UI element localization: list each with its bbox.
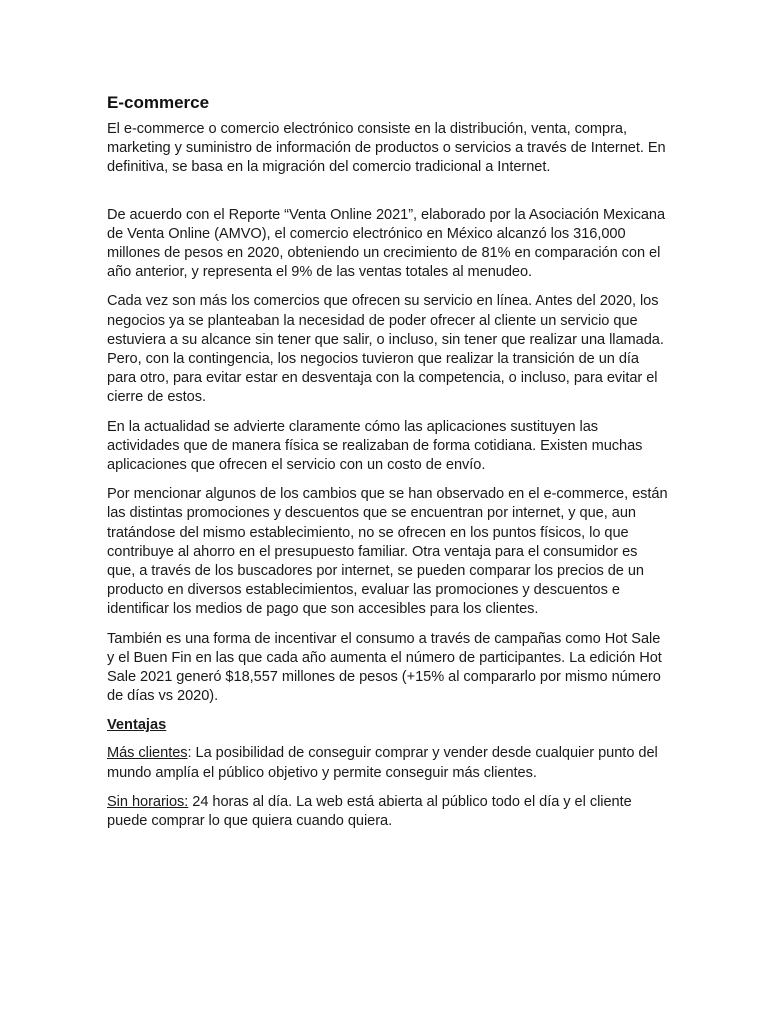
ventajas-heading: Ventajas xyxy=(107,717,167,734)
ventaja-item-mas-clientes xyxy=(107,744,668,782)
ventaja-text: La posibilidad de conseguir comprar y vender desde cualquier punto del mundo amplía el público objetivo y permite conseguir más clientes. xyxy=(107,745,658,781)
paragraph-online-commerce: Cada vez son más los comercios que ofrecen su servicio en línea. Antes del 2020, los negocios ya se planteaban la necesidad de poder ofrecer al cliente un servicio que estuviera a su alcance sin tener que salir, o incluso, sin tener que realizar una llamada. Pero, con la contingencia, los negocios tuvieron que realizar la transición de un día para otro, para evitar estar en desventaja con la competencia, o incluso, para evitar el cierre de estos. xyxy=(107,293,664,406)
document-title: E-commerce xyxy=(107,93,210,112)
paragraph-amvo-report: De acuerdo con el Reporte “Venta Online 2021”, elaborado por la Asociación Mexicana de Venta Online (AMVO), el comercio electrónico en México alcanzó los 316,000 millones de pesos en 2020, obteniendo un crecimiento de 81% en comparación con el año anterior, y representa el 9% de las ventas totales al menudeo. xyxy=(107,206,666,281)
paragraph-campaigns: También es una forma de incentivar el consumo a través de campañas como Hot Sale y el Buen Fin en las que cada año aumenta el número de participantes. La edición Hot Sale 2021 generó $18,557 millones de pesos (+15% al compararlo por mismo número de días vs 2020). xyxy=(107,630,662,705)
ventaja-separator: : xyxy=(187,745,192,762)
ventaja-label: Más clientes xyxy=(107,745,188,762)
paragraph-applications: En la actualidad se advierte claramente cómo las aplicaciones sustituyen las actividades que de manera física se realizaban de forma cotidiana. Existen muchas aplicaciones que ofrecen el servicio con un costo de envío. xyxy=(107,418,643,474)
paragraph-intro: El e-commerce o comercio electrónico consiste en la distribución, venta, compra, marketing y suministro de información de productos o servicios a través de Internet. En definitiva, se basa en la migración del comercio tradicional a Internet. xyxy=(107,121,666,176)
paragraph-changes: Por mencionar algunos de los cambios que se han observado en el e-commerce, están las distintas promociones y descuentos que se encuentran por internet, y que, aun tratándose del mismo establecimiento, no se ofrecen en los puntos físicos, lo que contribuye al ahorro en el presupuesto familiar. Otra ventaja para el consumidor es que, a través de los buscadores por internet, se pueden comparar los precios de un producto en diversos establecimientos, evaluar las promociones y descuentos e identificar los medios de pago que son accesibles para los clientes. xyxy=(107,486,668,618)
ventaja-text: 24 horas al día. La web está abierta al público todo el día y el cliente puede comprar lo que quiera cuando quiera. xyxy=(107,793,632,830)
ventaja-label: Sin horarios: xyxy=(107,793,189,810)
ventaja-item-sin-horarios xyxy=(107,793,668,831)
